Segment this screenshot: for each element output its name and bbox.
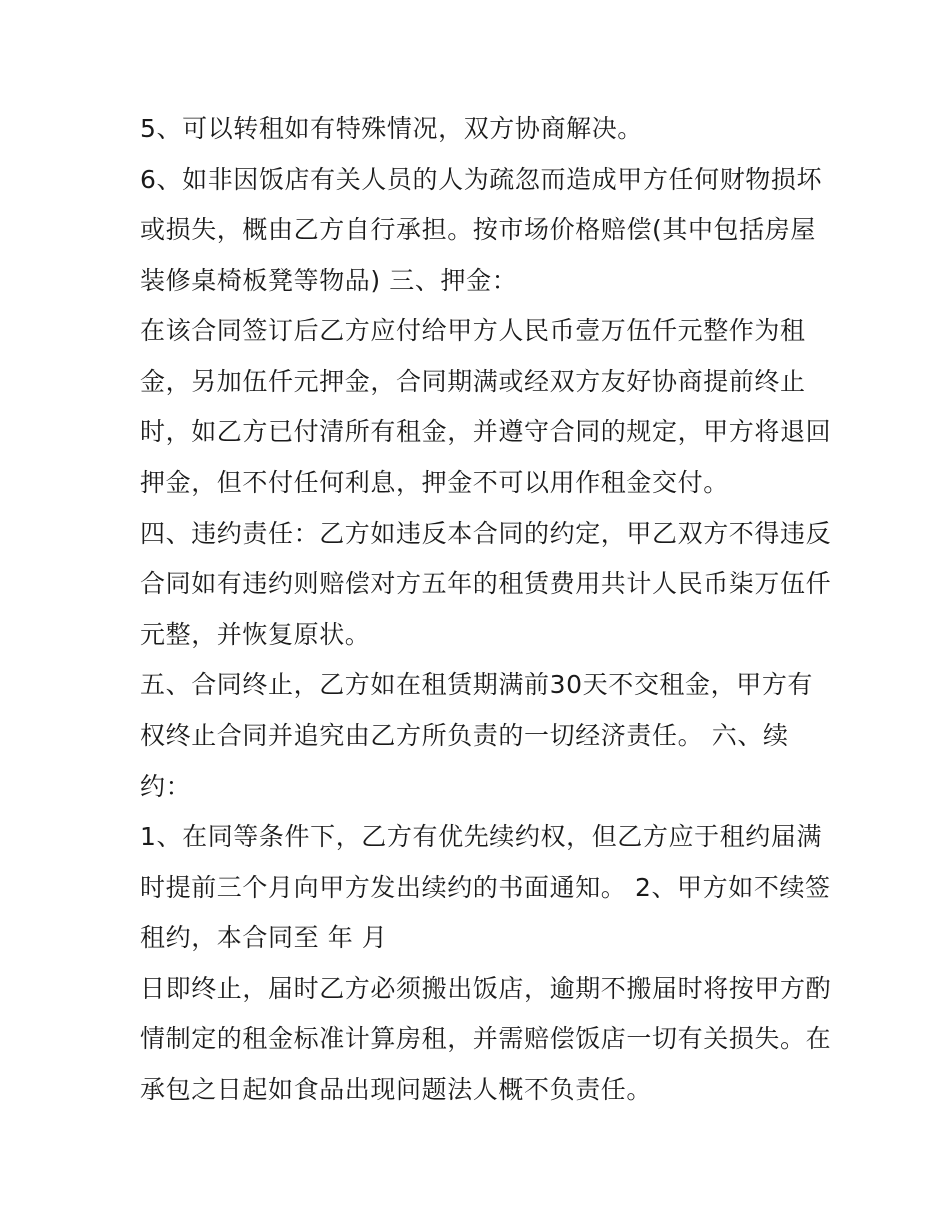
- text-line: 日即终止，届时乙方必须搬出饭店，逾期不搬届时将按甲方酌: [140, 974, 832, 1003]
- text-line: 情制定的租金标准计算房租，并需赔偿饭店一切有关损失。在: [140, 1024, 832, 1053]
- text-line: 6、如非因饭店有关人员的人为疏忽而造成甲方任何财物损坏: [140, 165, 823, 194]
- text-line: 权终止合同并追究由乙方所负责的一切经济责任。 六、续: [140, 721, 789, 750]
- text-line: 时，如乙方已付清所有租金，并遵守合同的规定，甲方将退回: [140, 417, 832, 446]
- text-line: 五、合同终止，乙方如在租赁期满前30天不交租金，甲方有: [140, 670, 814, 699]
- text-line: 押金，但不付任何利息，押金不可以用作租金交付。: [140, 468, 729, 497]
- text-line: 在该合同签订后乙方应付给甲方人民币壹万伍仟元整作为租: [140, 316, 806, 345]
- text-line: 或损失，概由乙方自行承担。按市场价格赔偿(其中包括房屋: [140, 215, 816, 244]
- text-line: 合同如有违约则赔偿对方五年的租赁费用共计人民币柒万伍仟: [140, 569, 832, 598]
- text-line: 5、可以转租如有特殊情况，双方协商解决。: [140, 114, 643, 143]
- text-line: 租约，本合同至 年 月: [140, 923, 388, 952]
- text-line: 约：: [140, 772, 192, 801]
- text-line: 金，另加伍仟元押金，合同期满或经双方友好协商提前终止: [140, 367, 806, 396]
- text-line: 1、在同等条件下，乙方有优先续约权，但乙方应于租约届满: [140, 822, 823, 851]
- text-line: 承包之日起如食品出现问题法人概不负责任。: [140, 1075, 653, 1104]
- text-line: 装修桌椅板凳等物品) 三、押金：: [140, 266, 518, 295]
- text-line: 四、违约责任：乙方如违反本合同的约定，甲乙双方不得违反: [140, 519, 832, 548]
- text-line: 元整，并恢复原状。: [140, 620, 371, 649]
- text-line: 时提前三个月向甲方发出续约的书面通知。 2、甲方如不续签: [140, 873, 831, 902]
